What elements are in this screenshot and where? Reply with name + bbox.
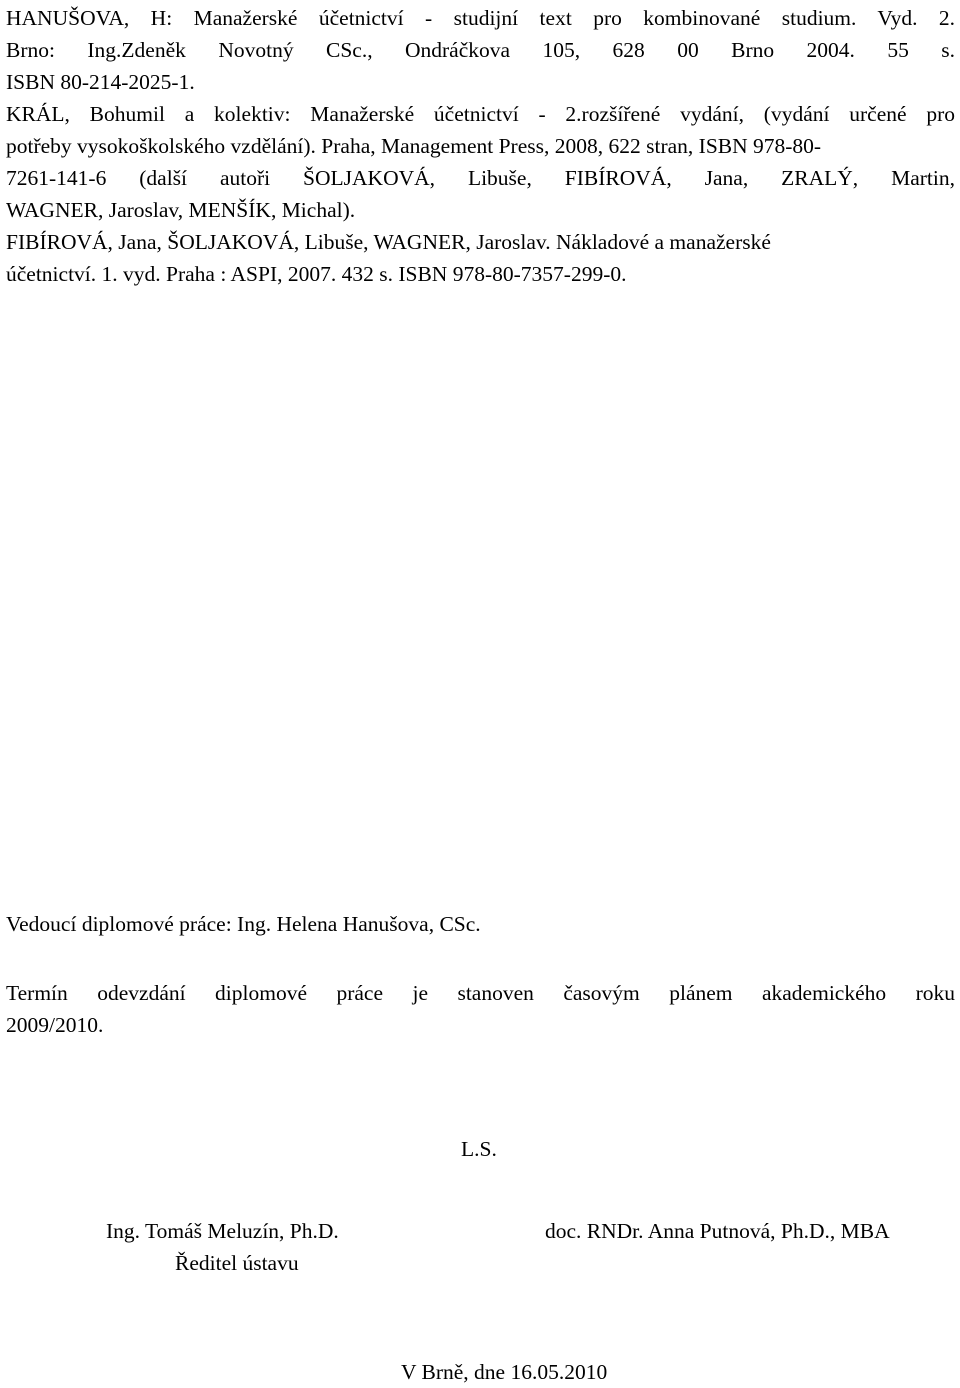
deadline-line-1: Termín odevzdání diplomové práce je stanoven časovým plánem akademického roku — [6, 981, 955, 1005]
bibliography-line-3: ISBN 80-214-2025-1. — [6, 70, 195, 94]
seal-mark: L.S. — [461, 1137, 497, 1161]
bibliography-line-8a: FIBÍROVÁ, Jana, ŠOLJAKOVÁ, Libuše, WAGNER, Jaroslav. — [6, 230, 551, 254]
bibliography-line-9: účetnictví. 1. vyd. Praha : ASPI, 2007. 432 s. ISBN 978-80-7357-299-0. — [6, 262, 627, 286]
signature-left-name: Ing. Tomáš Meluzín, Ph.D. — [106, 1219, 339, 1243]
bibliography-line-8b: Nákladové a manažerské — [550, 230, 771, 254]
deadline-line-2: 2009/2010. — [6, 1013, 104, 1037]
place-date: V Brně, dne 16.05.2010 — [401, 1360, 608, 1384]
bibliography-line-4: KRÁL, Bohumil a kolektiv: Manažerské účetnictví - 2.rozšířené vydání, (vydání určené pro — [6, 102, 955, 126]
bibliography-line-7: WAGNER, Jaroslav, MENŠÍK, Michal). — [6, 198, 356, 222]
bibliography-line-5a: potřeby vysokoškolského vzdělání). — [6, 134, 316, 158]
bibliography-line-1: HANUŠOVA, H: Manažerské účetnictví - studijní text pro kombinované studium. Vyd. 2. — [6, 6, 955, 30]
signature-left-title: Ředitel ústavu — [175, 1251, 299, 1275]
signature-right-name: doc. RNDr. Anna Putnová, Ph.D., MBA — [545, 1219, 890, 1243]
bibliography-line-5b: Praha, Management Press, 2008, 622 stran, ISBN 978-80- — [315, 134, 822, 158]
bibliography-line-2: Brno: Ing.Zdeněk Novotný CSc., Ondráčkova 105, 628 00 Brno 2004. 55 s. — [6, 38, 955, 62]
bibliography-line-5 — [6, 130, 955, 162]
supervisor-line: Vedoucí diplomové práce: Ing. Helena Hanušova, CSc. — [6, 912, 481, 936]
bibliography-line-6: 7261-141-6 (další autoři ŠOLJAKOVÁ, Libuše, FIBÍROVÁ, Jana, ZRALÝ, Martin, — [6, 166, 955, 190]
bibliography-line-8 — [6, 226, 955, 258]
